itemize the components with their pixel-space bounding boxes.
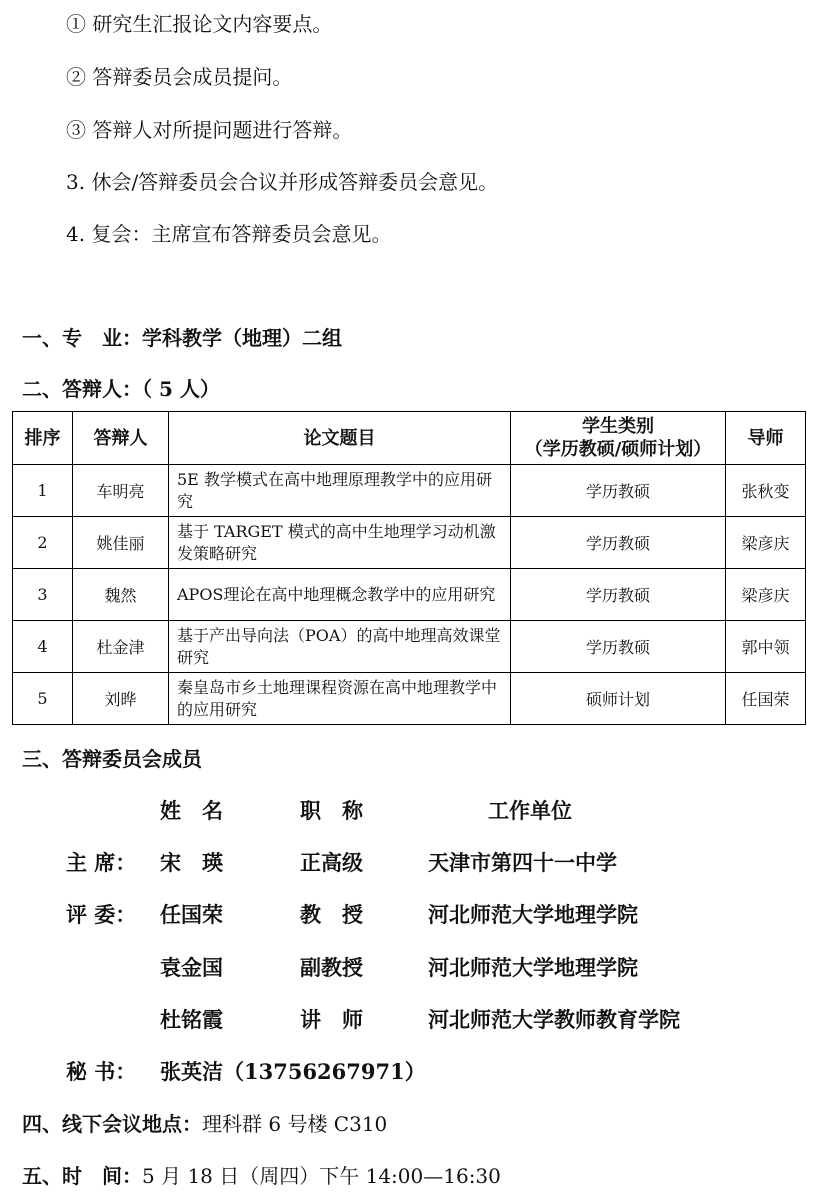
committee-member-name: 杜铭霞	[160, 1007, 223, 1032]
section-committee: 三、答辩委员会成员	[22, 747, 202, 771]
committee-header-unit: 工作单位	[488, 798, 572, 823]
cell-order: 5	[13, 673, 73, 725]
defense-table	[12, 411, 806, 725]
cell-order: 2	[13, 517, 73, 569]
cell-title: 基于 TARGET 模式的高中生地理学习动机激发策略研究	[169, 517, 511, 569]
cell-advisor: 张秋变	[726, 465, 806, 517]
cell-type: 学历教硕	[511, 569, 726, 621]
cell-advisor: 梁彦庆	[726, 517, 806, 569]
cell-title: 基于产出导向法（POA）的高中地理高效课堂研究	[169, 621, 511, 673]
header-order: 排序	[13, 412, 73, 465]
cell-type: 硕师计划	[511, 673, 726, 725]
committee-role-judge: 评 委：	[66, 902, 137, 927]
committee-header-name: 姓 名	[160, 798, 223, 823]
procedure-step-1: ① 研究生汇报论文内容要点。	[66, 12, 333, 36]
header-type	[511, 412, 726, 465]
procedure-step-2: ② 答辩委员会成员提问。	[66, 65, 293, 89]
secretary-role: 秘 书：	[66, 1059, 137, 1084]
committee-member-unit: 河北师范大学地理学院	[428, 902, 638, 927]
table-row	[13, 673, 806, 725]
header-type-line2: （学历教硕/硕师计划）	[524, 439, 712, 460]
cell-advisor: 任国荣	[726, 673, 806, 725]
section-location	[22, 1108, 387, 1137]
table-row	[13, 569, 806, 621]
committee-member-unit: 河北师范大学教师教育学院	[428, 1007, 680, 1032]
cell-advisor: 郭中领	[726, 621, 806, 673]
table-row	[13, 621, 806, 673]
cell-order: 3	[13, 569, 73, 621]
committee-role-chair: 主 席：	[66, 850, 137, 875]
cell-type: 学历教硕	[511, 465, 726, 517]
header-name: 答辩人	[73, 412, 169, 465]
header-title: 论文题目	[169, 412, 511, 465]
committee-member-unit: 河北师范大学地理学院	[428, 955, 638, 980]
header-advisor: 导师	[726, 412, 806, 465]
committee-member-name: 任国荣	[160, 902, 223, 927]
committee-member-rank: 讲 师	[300, 1007, 363, 1032]
cell-title: 秦皇岛市乡土地理课程资源在高中地理教学中的应用研究	[169, 673, 511, 725]
time-value: 5 月 18 日（周四）下午 14:00—16:30	[142, 1164, 501, 1188]
secretary-value: 张英洁（13756267971）	[160, 1059, 426, 1084]
cell-type: 学历教硕	[511, 621, 726, 673]
cell-name: 杜金津	[73, 621, 169, 673]
committee-member-rank: 副教授	[300, 955, 363, 980]
section-major: 一、专 业：学科教学（地理）二组	[22, 326, 342, 350]
location-label: 四、线下会议地点：	[22, 1112, 202, 1136]
procedure-step-5: 4. 复会：主席宣布答辩委员会意见。	[66, 222, 392, 246]
cell-name: 魏然	[73, 569, 169, 621]
cell-name: 车明亮	[73, 465, 169, 517]
section-defenders: 二、答辩人：（ 5 人）	[22, 377, 220, 401]
committee-header-rank: 职 称	[300, 798, 363, 823]
cell-name: 刘晔	[73, 673, 169, 725]
committee-member-unit: 天津市第四十一中学	[428, 850, 617, 875]
cell-type: 学历教硕	[511, 517, 726, 569]
committee-member-name: 袁金国	[160, 955, 223, 980]
committee-member-rank: 教 授	[300, 902, 363, 927]
cell-title: APOS理论在高中地理概念教学中的应用研究	[169, 569, 511, 621]
location-value: 理科群 6 号楼 C310	[202, 1112, 388, 1136]
cell-order: 1	[13, 465, 73, 517]
cell-name: 姚佳丽	[73, 517, 169, 569]
committee-member-rank: 正高级	[300, 850, 363, 875]
cell-order: 4	[13, 621, 73, 673]
cell-title: 5E 教学模式在高中地理原理教学中的应用研究	[169, 465, 511, 517]
section-time	[22, 1160, 501, 1189]
table-row	[13, 465, 806, 517]
procedure-step-3: ③ 答辩人对所提问题进行答辩。	[66, 118, 353, 142]
table-header-row	[13, 412, 806, 465]
table-row	[13, 517, 806, 569]
committee-member-name: 宋 瑛	[160, 850, 223, 875]
cell-advisor: 梁彦庆	[726, 569, 806, 621]
time-label: 五、时 间：	[22, 1164, 142, 1188]
procedure-step-4: 3. 休会/答辩委员会合议并形成答辩委员会意见。	[66, 170, 499, 194]
header-type-line1: 学生类别	[582, 416, 654, 437]
